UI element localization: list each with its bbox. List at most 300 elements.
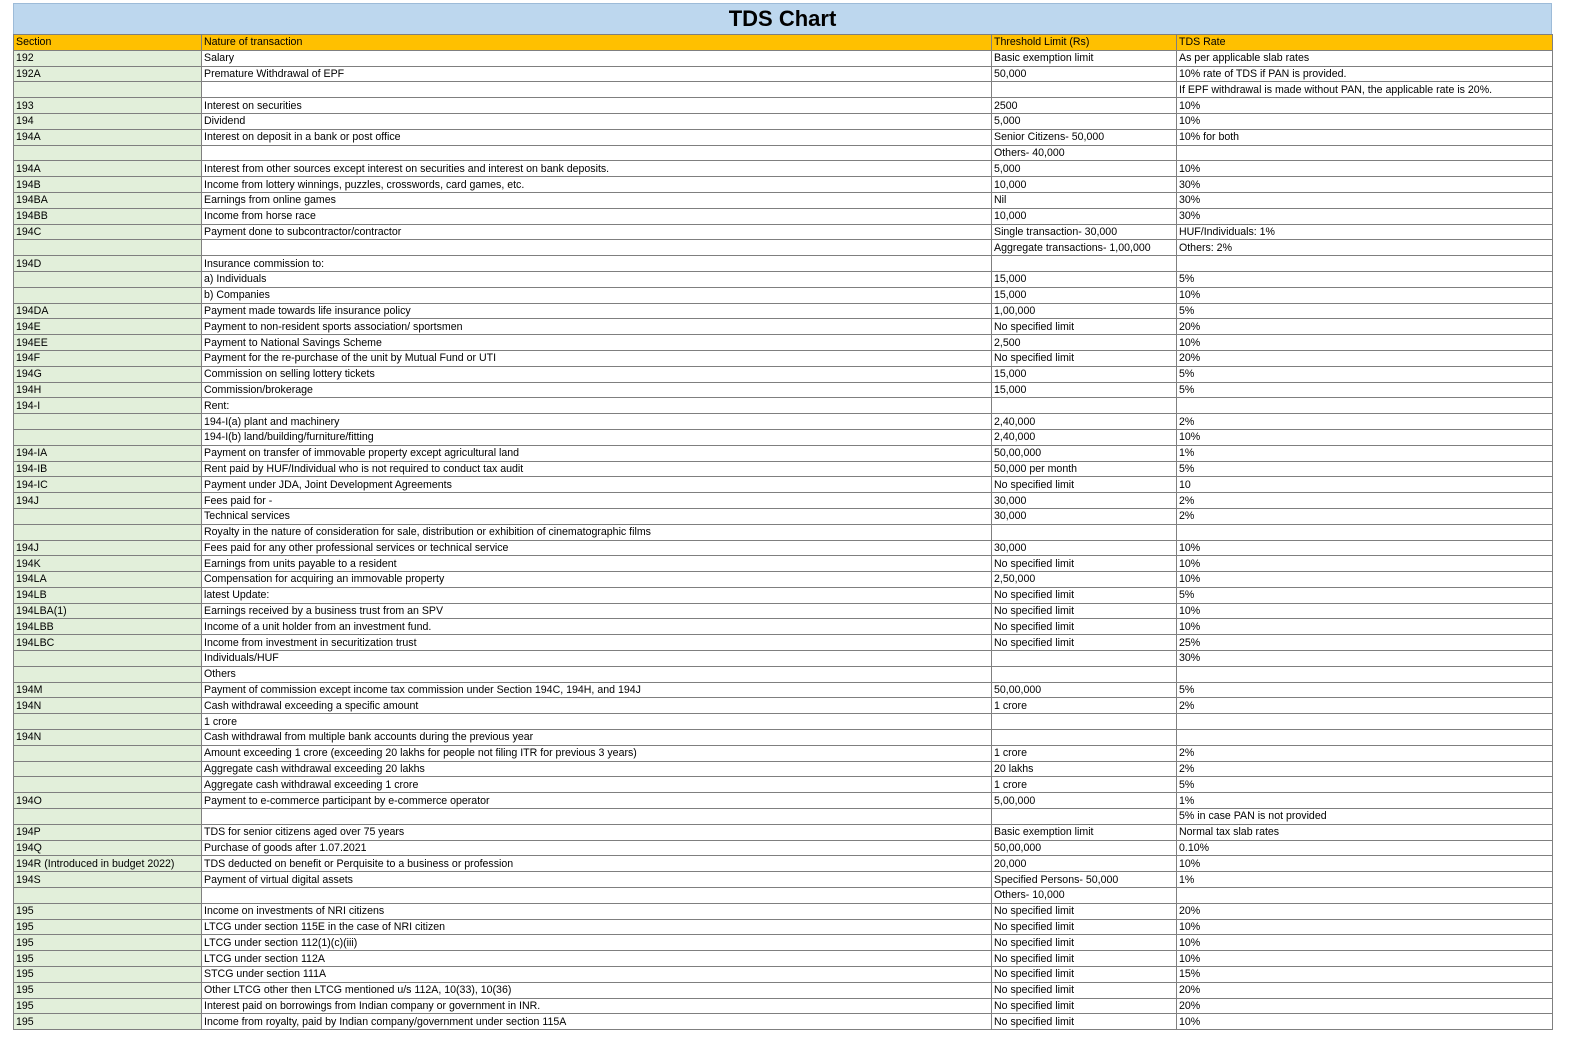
tds-sheet xyxy=(13,3,1552,1030)
cell-section: 194EE xyxy=(14,335,202,351)
table-row xyxy=(14,587,1553,603)
cell-threshold: 30,000 xyxy=(992,493,1177,509)
cell-rate xyxy=(1177,666,1553,682)
cell-rate: 5% xyxy=(1177,382,1553,398)
cell-threshold: Aggregate transactions- 1,00,000 xyxy=(992,240,1177,256)
cell-section: 194J xyxy=(14,540,202,556)
cell-rate: 5% in case PAN is not provided xyxy=(1177,809,1553,825)
table-row xyxy=(14,856,1553,872)
cell-rate: 10% xyxy=(1177,856,1553,872)
cell-threshold: 20 lakhs xyxy=(992,761,1177,777)
cell-nature: Payment to National Savings Scheme xyxy=(202,335,992,351)
cell-section xyxy=(14,145,202,161)
cell-threshold: No specified limit xyxy=(992,319,1177,335)
table-row xyxy=(14,398,1553,414)
table-row xyxy=(14,461,1553,477)
cell-section xyxy=(14,240,202,256)
cell-threshold: 2,40,000 xyxy=(992,429,1177,445)
cell-threshold: Basic exemption limit xyxy=(992,50,1177,66)
cell-section xyxy=(14,888,202,904)
cell-rate: 10% xyxy=(1177,619,1553,635)
table-row xyxy=(14,350,1553,366)
cell-nature: LTCG under section 112(1)(c)(iii) xyxy=(202,935,992,951)
cell-rate: 10% xyxy=(1177,603,1553,619)
cell-nature: Insurance commission to: xyxy=(202,256,992,272)
cell-threshold: No specified limit xyxy=(992,951,1177,967)
header-row xyxy=(14,35,1553,51)
cell-section xyxy=(14,271,202,287)
cell-rate: 2% xyxy=(1177,698,1553,714)
cell-section: 194A xyxy=(14,129,202,145)
cell-section: 195 xyxy=(14,998,202,1014)
cell-rate: 30% xyxy=(1177,177,1553,193)
cell-nature: Earnings from units payable to a resident xyxy=(202,556,992,572)
cell-nature: Rent: xyxy=(202,398,992,414)
cell-section xyxy=(14,414,202,430)
cell-threshold: 15,000 xyxy=(992,366,1177,382)
cell-rate: 30% xyxy=(1177,208,1553,224)
table-row xyxy=(14,824,1553,840)
cell-section xyxy=(14,745,202,761)
cell-section: 193 xyxy=(14,98,202,114)
cell-nature: Amount exceeding 1 crore (exceeding 20 lakhs for people not filing ITR for previous 3 years) xyxy=(202,745,992,761)
cell-nature xyxy=(202,809,992,825)
cell-nature: Royalty in the nature of consideration for sale, distribution or exhibition of cinematographic films xyxy=(202,524,992,540)
cell-threshold: 2,40,000 xyxy=(992,414,1177,430)
table-row xyxy=(14,319,1553,335)
cell-rate: 10% xyxy=(1177,161,1553,177)
cell-nature xyxy=(202,240,992,256)
cell-nature: Payment of virtual digital assets xyxy=(202,872,992,888)
table-row xyxy=(14,714,1553,730)
table-row xyxy=(14,271,1553,287)
cell-threshold: Others- 40,000 xyxy=(992,145,1177,161)
cell-rate xyxy=(1177,398,1553,414)
cell-nature: Payment done to subcontractor/contractor xyxy=(202,224,992,240)
cell-rate: 10% xyxy=(1177,919,1553,935)
table-row xyxy=(14,429,1553,445)
cell-rate: 1% xyxy=(1177,445,1553,461)
cell-rate: 15% xyxy=(1177,967,1553,983)
cell-rate: 20% xyxy=(1177,998,1553,1014)
cell-threshold: No specified limit xyxy=(992,635,1177,651)
cell-rate: 2% xyxy=(1177,414,1553,430)
cell-threshold: 30,000 xyxy=(992,540,1177,556)
header-rate: TDS Rate xyxy=(1177,35,1553,51)
cell-rate: If EPF withdrawal is made without PAN, the applicable rate is 20%. xyxy=(1177,82,1553,98)
tds-table xyxy=(13,34,1553,1030)
cell-nature: Aggregate cash withdrawal exceeding 20 lakhs xyxy=(202,761,992,777)
cell-rate xyxy=(1177,888,1553,904)
cell-rate: 2% xyxy=(1177,761,1553,777)
cell-section xyxy=(14,666,202,682)
table-row xyxy=(14,303,1553,319)
table-row xyxy=(14,1014,1553,1030)
cell-threshold: 15,000 xyxy=(992,287,1177,303)
cell-section: 194K xyxy=(14,556,202,572)
table-row xyxy=(14,872,1553,888)
cell-nature: Premature Withdrawal of EPF xyxy=(202,66,992,82)
cell-rate: 2% xyxy=(1177,745,1553,761)
cell-rate: 10% xyxy=(1177,1014,1553,1030)
cell-section: 194H xyxy=(14,382,202,398)
cell-nature: Commission on selling lottery tickets xyxy=(202,366,992,382)
cell-section: 194A xyxy=(14,161,202,177)
cell-threshold: No specified limit xyxy=(992,477,1177,493)
cell-rate: 5% xyxy=(1177,366,1553,382)
cell-nature: Cash withdrawal from multiple bank accounts during the previous year xyxy=(202,730,992,746)
cell-nature: Fees paid for - xyxy=(202,493,992,509)
cell-rate xyxy=(1177,524,1553,540)
cell-threshold: Nil xyxy=(992,192,1177,208)
cell-rate: Normal tax slab rates xyxy=(1177,824,1553,840)
table-row xyxy=(14,793,1553,809)
cell-threshold: No specified limit xyxy=(992,935,1177,951)
cell-rate xyxy=(1177,730,1553,746)
cell-section: 194Q xyxy=(14,840,202,856)
cell-section: 194N xyxy=(14,698,202,714)
table-row xyxy=(14,445,1553,461)
cell-threshold: 5,000 xyxy=(992,113,1177,129)
cell-nature: Technical services xyxy=(202,508,992,524)
cell-rate: 25% xyxy=(1177,635,1553,651)
table-row xyxy=(14,256,1553,272)
table-row xyxy=(14,730,1553,746)
cell-rate: 30% xyxy=(1177,651,1553,667)
cell-section xyxy=(14,651,202,667)
cell-threshold: 15,000 xyxy=(992,382,1177,398)
cell-rate: 5% xyxy=(1177,777,1553,793)
sheet-title: TDS Chart xyxy=(13,3,1552,34)
cell-section xyxy=(14,809,202,825)
cell-nature: Purchase of goods after 1.07.2021 xyxy=(202,840,992,856)
cell-section: 192 xyxy=(14,50,202,66)
table-row xyxy=(14,809,1553,825)
cell-section: 194O xyxy=(14,793,202,809)
cell-section: 194BB xyxy=(14,208,202,224)
cell-threshold: Specified Persons- 50,000 xyxy=(992,872,1177,888)
cell-rate: 10% xyxy=(1177,429,1553,445)
cell-threshold xyxy=(992,666,1177,682)
cell-rate: 10% xyxy=(1177,935,1553,951)
cell-nature: Earnings received by a business trust from an SPV xyxy=(202,603,992,619)
table-row xyxy=(14,935,1553,951)
table-row xyxy=(14,619,1553,635)
cell-threshold: No specified limit xyxy=(992,903,1177,919)
cell-nature: Income on investments of NRI citizens xyxy=(202,903,992,919)
cell-nature: TDS deducted on benefit or Perquisite to a business or profession xyxy=(202,856,992,872)
cell-rate: 10% xyxy=(1177,335,1553,351)
cell-nature: Income of a unit holder from an investment fund. xyxy=(202,619,992,635)
cell-nature: Interest paid on borrowings from Indian company or government in INR. xyxy=(202,998,992,1014)
cell-section: 194P xyxy=(14,824,202,840)
cell-threshold: No specified limit xyxy=(992,1014,1177,1030)
cell-nature: Others xyxy=(202,666,992,682)
cell-rate: 5% xyxy=(1177,587,1553,603)
header-threshold: Threshold Limit (Rs) xyxy=(992,35,1177,51)
cell-nature: Rent paid by HUF/Individual who is not required to conduct tax audit xyxy=(202,461,992,477)
cell-section: 194R (Introduced in budget 2022) xyxy=(14,856,202,872)
cell-nature: Individuals/HUF xyxy=(202,651,992,667)
cell-section: 195 xyxy=(14,1014,202,1030)
cell-nature: Payment of commission except income tax commission under Section 194C, 194H, and 194J xyxy=(202,682,992,698)
table-row xyxy=(14,666,1553,682)
table-row xyxy=(14,224,1553,240)
cell-nature: Compensation for acquiring an immovable property xyxy=(202,572,992,588)
cell-threshold xyxy=(992,524,1177,540)
table-row xyxy=(14,98,1553,114)
cell-section: 194LBC xyxy=(14,635,202,651)
cell-threshold xyxy=(992,730,1177,746)
table-row xyxy=(14,777,1553,793)
cell-section xyxy=(14,429,202,445)
header-section: Section xyxy=(14,35,202,51)
cell-threshold: 5,000 xyxy=(992,161,1177,177)
cell-rate: HUF/Individuals: 1% xyxy=(1177,224,1553,240)
cell-threshold: 50,00,000 xyxy=(992,682,1177,698)
cell-threshold: 1 crore xyxy=(992,777,1177,793)
cell-nature: Interest on deposit in a bank or post office xyxy=(202,129,992,145)
cell-section xyxy=(14,777,202,793)
cell-threshold: 1 crore xyxy=(992,745,1177,761)
table-row xyxy=(14,635,1553,651)
cell-threshold: Senior Citizens- 50,000 xyxy=(992,129,1177,145)
cell-threshold: 50,000 xyxy=(992,66,1177,82)
cell-threshold: 50,000 per month xyxy=(992,461,1177,477)
cell-threshold xyxy=(992,256,1177,272)
cell-rate: 1% xyxy=(1177,872,1553,888)
cell-section: 194-I xyxy=(14,398,202,414)
table-row xyxy=(14,745,1553,761)
cell-nature: LTCG under section 112A xyxy=(202,951,992,967)
cell-section: 195 xyxy=(14,982,202,998)
cell-section xyxy=(14,761,202,777)
cell-section: 194C xyxy=(14,224,202,240)
cell-threshold: No specified limit xyxy=(992,967,1177,983)
cell-nature xyxy=(202,82,992,98)
cell-rate xyxy=(1177,256,1553,272)
cell-threshold: No specified limit xyxy=(992,619,1177,635)
cell-nature: Income from investment in securitization trust xyxy=(202,635,992,651)
cell-nature xyxy=(202,145,992,161)
cell-rate: 0.10% xyxy=(1177,840,1553,856)
cell-section xyxy=(14,287,202,303)
cell-section: 195 xyxy=(14,935,202,951)
table-row xyxy=(14,208,1553,224)
cell-threshold: No specified limit xyxy=(992,919,1177,935)
cell-section: 195 xyxy=(14,967,202,983)
cell-section: 194DA xyxy=(14,303,202,319)
cell-nature: 194-I(a) plant and machinery xyxy=(202,414,992,430)
cell-section: 194LBA(1) xyxy=(14,603,202,619)
cell-threshold: Others- 10,000 xyxy=(992,888,1177,904)
table-row xyxy=(14,493,1553,509)
table-row xyxy=(14,129,1553,145)
cell-nature: Payment to non-resident sports association/ sportsmen xyxy=(202,319,992,335)
cell-rate: 30% xyxy=(1177,192,1553,208)
cell-section: 194BA xyxy=(14,192,202,208)
cell-section: 195 xyxy=(14,951,202,967)
cell-threshold: Single transaction- 30,000 xyxy=(992,224,1177,240)
table-row xyxy=(14,888,1553,904)
cell-rate: 1% xyxy=(1177,793,1553,809)
table-row xyxy=(14,919,1553,935)
cell-section: 192A xyxy=(14,66,202,82)
cell-rate: As per applicable slab rates xyxy=(1177,50,1553,66)
cell-section: 194J xyxy=(14,493,202,509)
cell-section: 195 xyxy=(14,919,202,935)
cell-nature: Interest on securities xyxy=(202,98,992,114)
table-row xyxy=(14,651,1553,667)
cell-section: 194-IB xyxy=(14,461,202,477)
cell-section xyxy=(14,714,202,730)
cell-nature: Commission/brokerage xyxy=(202,382,992,398)
cell-threshold: 5,00,000 xyxy=(992,793,1177,809)
cell-rate: 2% xyxy=(1177,508,1553,524)
cell-section: 194-IA xyxy=(14,445,202,461)
cell-rate: 5% xyxy=(1177,271,1553,287)
header-nature: Nature of transaction xyxy=(202,35,992,51)
table-row xyxy=(14,66,1553,82)
table-row xyxy=(14,698,1553,714)
cell-rate: 5% xyxy=(1177,682,1553,698)
cell-rate: 10% rate of TDS if PAN is provided. xyxy=(1177,66,1553,82)
cell-threshold: No specified limit xyxy=(992,350,1177,366)
cell-threshold xyxy=(992,82,1177,98)
table-row xyxy=(14,414,1553,430)
table-row xyxy=(14,82,1553,98)
cell-threshold: No specified limit xyxy=(992,587,1177,603)
cell-threshold: 10,000 xyxy=(992,208,1177,224)
cell-rate: 20% xyxy=(1177,319,1553,335)
table-row xyxy=(14,366,1553,382)
table-row xyxy=(14,192,1553,208)
table-row xyxy=(14,382,1553,398)
table-row xyxy=(14,556,1553,572)
cell-rate: Others: 2% xyxy=(1177,240,1553,256)
cell-nature: Payment made towards life insurance policy xyxy=(202,303,992,319)
cell-threshold: 20,000 xyxy=(992,856,1177,872)
cell-rate: 5% xyxy=(1177,461,1553,477)
cell-section: 194 xyxy=(14,113,202,129)
cell-nature: Salary xyxy=(202,50,992,66)
cell-threshold: No specified limit xyxy=(992,998,1177,1014)
table-row xyxy=(14,508,1553,524)
table-row xyxy=(14,287,1553,303)
table-row xyxy=(14,982,1553,998)
cell-section: 195 xyxy=(14,903,202,919)
cell-threshold: 10,000 xyxy=(992,177,1177,193)
table-row xyxy=(14,177,1553,193)
table-row xyxy=(14,50,1553,66)
cell-section: 194LA xyxy=(14,572,202,588)
cell-nature: Dividend xyxy=(202,113,992,129)
cell-section xyxy=(14,508,202,524)
cell-section: 194G xyxy=(14,366,202,382)
cell-threshold: No specified limit xyxy=(992,982,1177,998)
cell-rate: 10% xyxy=(1177,540,1553,556)
cell-section: 194D xyxy=(14,256,202,272)
cell-threshold: 15,000 xyxy=(992,271,1177,287)
cell-threshold: No specified limit xyxy=(992,603,1177,619)
cell-threshold: 50,00,000 xyxy=(992,840,1177,856)
table-row xyxy=(14,113,1553,129)
table-row xyxy=(14,477,1553,493)
table-row xyxy=(14,840,1553,856)
cell-section: 194B xyxy=(14,177,202,193)
table-row xyxy=(14,603,1553,619)
cell-section: 194S xyxy=(14,872,202,888)
table-row xyxy=(14,524,1553,540)
cell-nature: 194-I(b) land/building/furniture/fitting xyxy=(202,429,992,445)
cell-nature: Cash withdrawal exceeding a specific amount xyxy=(202,698,992,714)
cell-threshold xyxy=(992,809,1177,825)
cell-section: 194LB xyxy=(14,587,202,603)
table-row xyxy=(14,540,1553,556)
table-row xyxy=(14,682,1553,698)
cell-threshold: 1 crore xyxy=(992,698,1177,714)
cell-threshold xyxy=(992,398,1177,414)
table-row xyxy=(14,761,1553,777)
cell-nature: Payment on transfer of immovable property except agricultural land xyxy=(202,445,992,461)
table-row xyxy=(14,951,1553,967)
cell-rate: 20% xyxy=(1177,350,1553,366)
cell-nature: Income from lottery winnings, puzzles, crosswords, card games, etc. xyxy=(202,177,992,193)
cell-rate: 5% xyxy=(1177,303,1553,319)
cell-threshold: 2500 xyxy=(992,98,1177,114)
cell-rate: 2% xyxy=(1177,493,1553,509)
cell-threshold: 1,00,000 xyxy=(992,303,1177,319)
cell-nature: Earnings from online games xyxy=(202,192,992,208)
cell-nature: Payment under JDA, Joint Development Agreements xyxy=(202,477,992,493)
cell-nature: Payment for the re-purchase of the unit by Mutual Fund or UTI xyxy=(202,350,992,366)
cell-rate: 10% xyxy=(1177,113,1553,129)
cell-threshold: 50,00,000 xyxy=(992,445,1177,461)
cell-nature: LTCG under section 115E in the case of NRI citizen xyxy=(202,919,992,935)
cell-rate: 10 xyxy=(1177,477,1553,493)
cell-nature: Income from horse race xyxy=(202,208,992,224)
cell-rate: 20% xyxy=(1177,982,1553,998)
cell-nature: Income from royalty, paid by Indian company/government under section 115A xyxy=(202,1014,992,1030)
cell-rate: 10% xyxy=(1177,556,1553,572)
cell-nature: a) Individuals xyxy=(202,271,992,287)
cell-nature: Fees paid for any other professional services or technical service xyxy=(202,540,992,556)
cell-threshold: Basic exemption limit xyxy=(992,824,1177,840)
cell-nature: Aggregate cash withdrawal exceeding 1 crore xyxy=(202,777,992,793)
cell-section: 194E xyxy=(14,319,202,335)
cell-section: 194M xyxy=(14,682,202,698)
table-row xyxy=(14,145,1553,161)
cell-nature: 1 crore xyxy=(202,714,992,730)
table-row xyxy=(14,572,1553,588)
cell-rate: 20% xyxy=(1177,903,1553,919)
cell-nature: b) Companies xyxy=(202,287,992,303)
cell-nature: TDS for senior citizens aged over 75 years xyxy=(202,824,992,840)
table-row xyxy=(14,998,1553,1014)
cell-threshold: 2,500 xyxy=(992,335,1177,351)
cell-nature xyxy=(202,888,992,904)
cell-nature: STCG under section 111A xyxy=(202,967,992,983)
cell-threshold: 2,50,000 xyxy=(992,572,1177,588)
table-row xyxy=(14,335,1553,351)
cell-rate: 10% xyxy=(1177,98,1553,114)
cell-threshold xyxy=(992,651,1177,667)
cell-threshold xyxy=(992,714,1177,730)
cell-rate: 10% for both xyxy=(1177,129,1553,145)
cell-section: 194LBB xyxy=(14,619,202,635)
cell-rate: 10% xyxy=(1177,287,1553,303)
cell-section: 194-IC xyxy=(14,477,202,493)
